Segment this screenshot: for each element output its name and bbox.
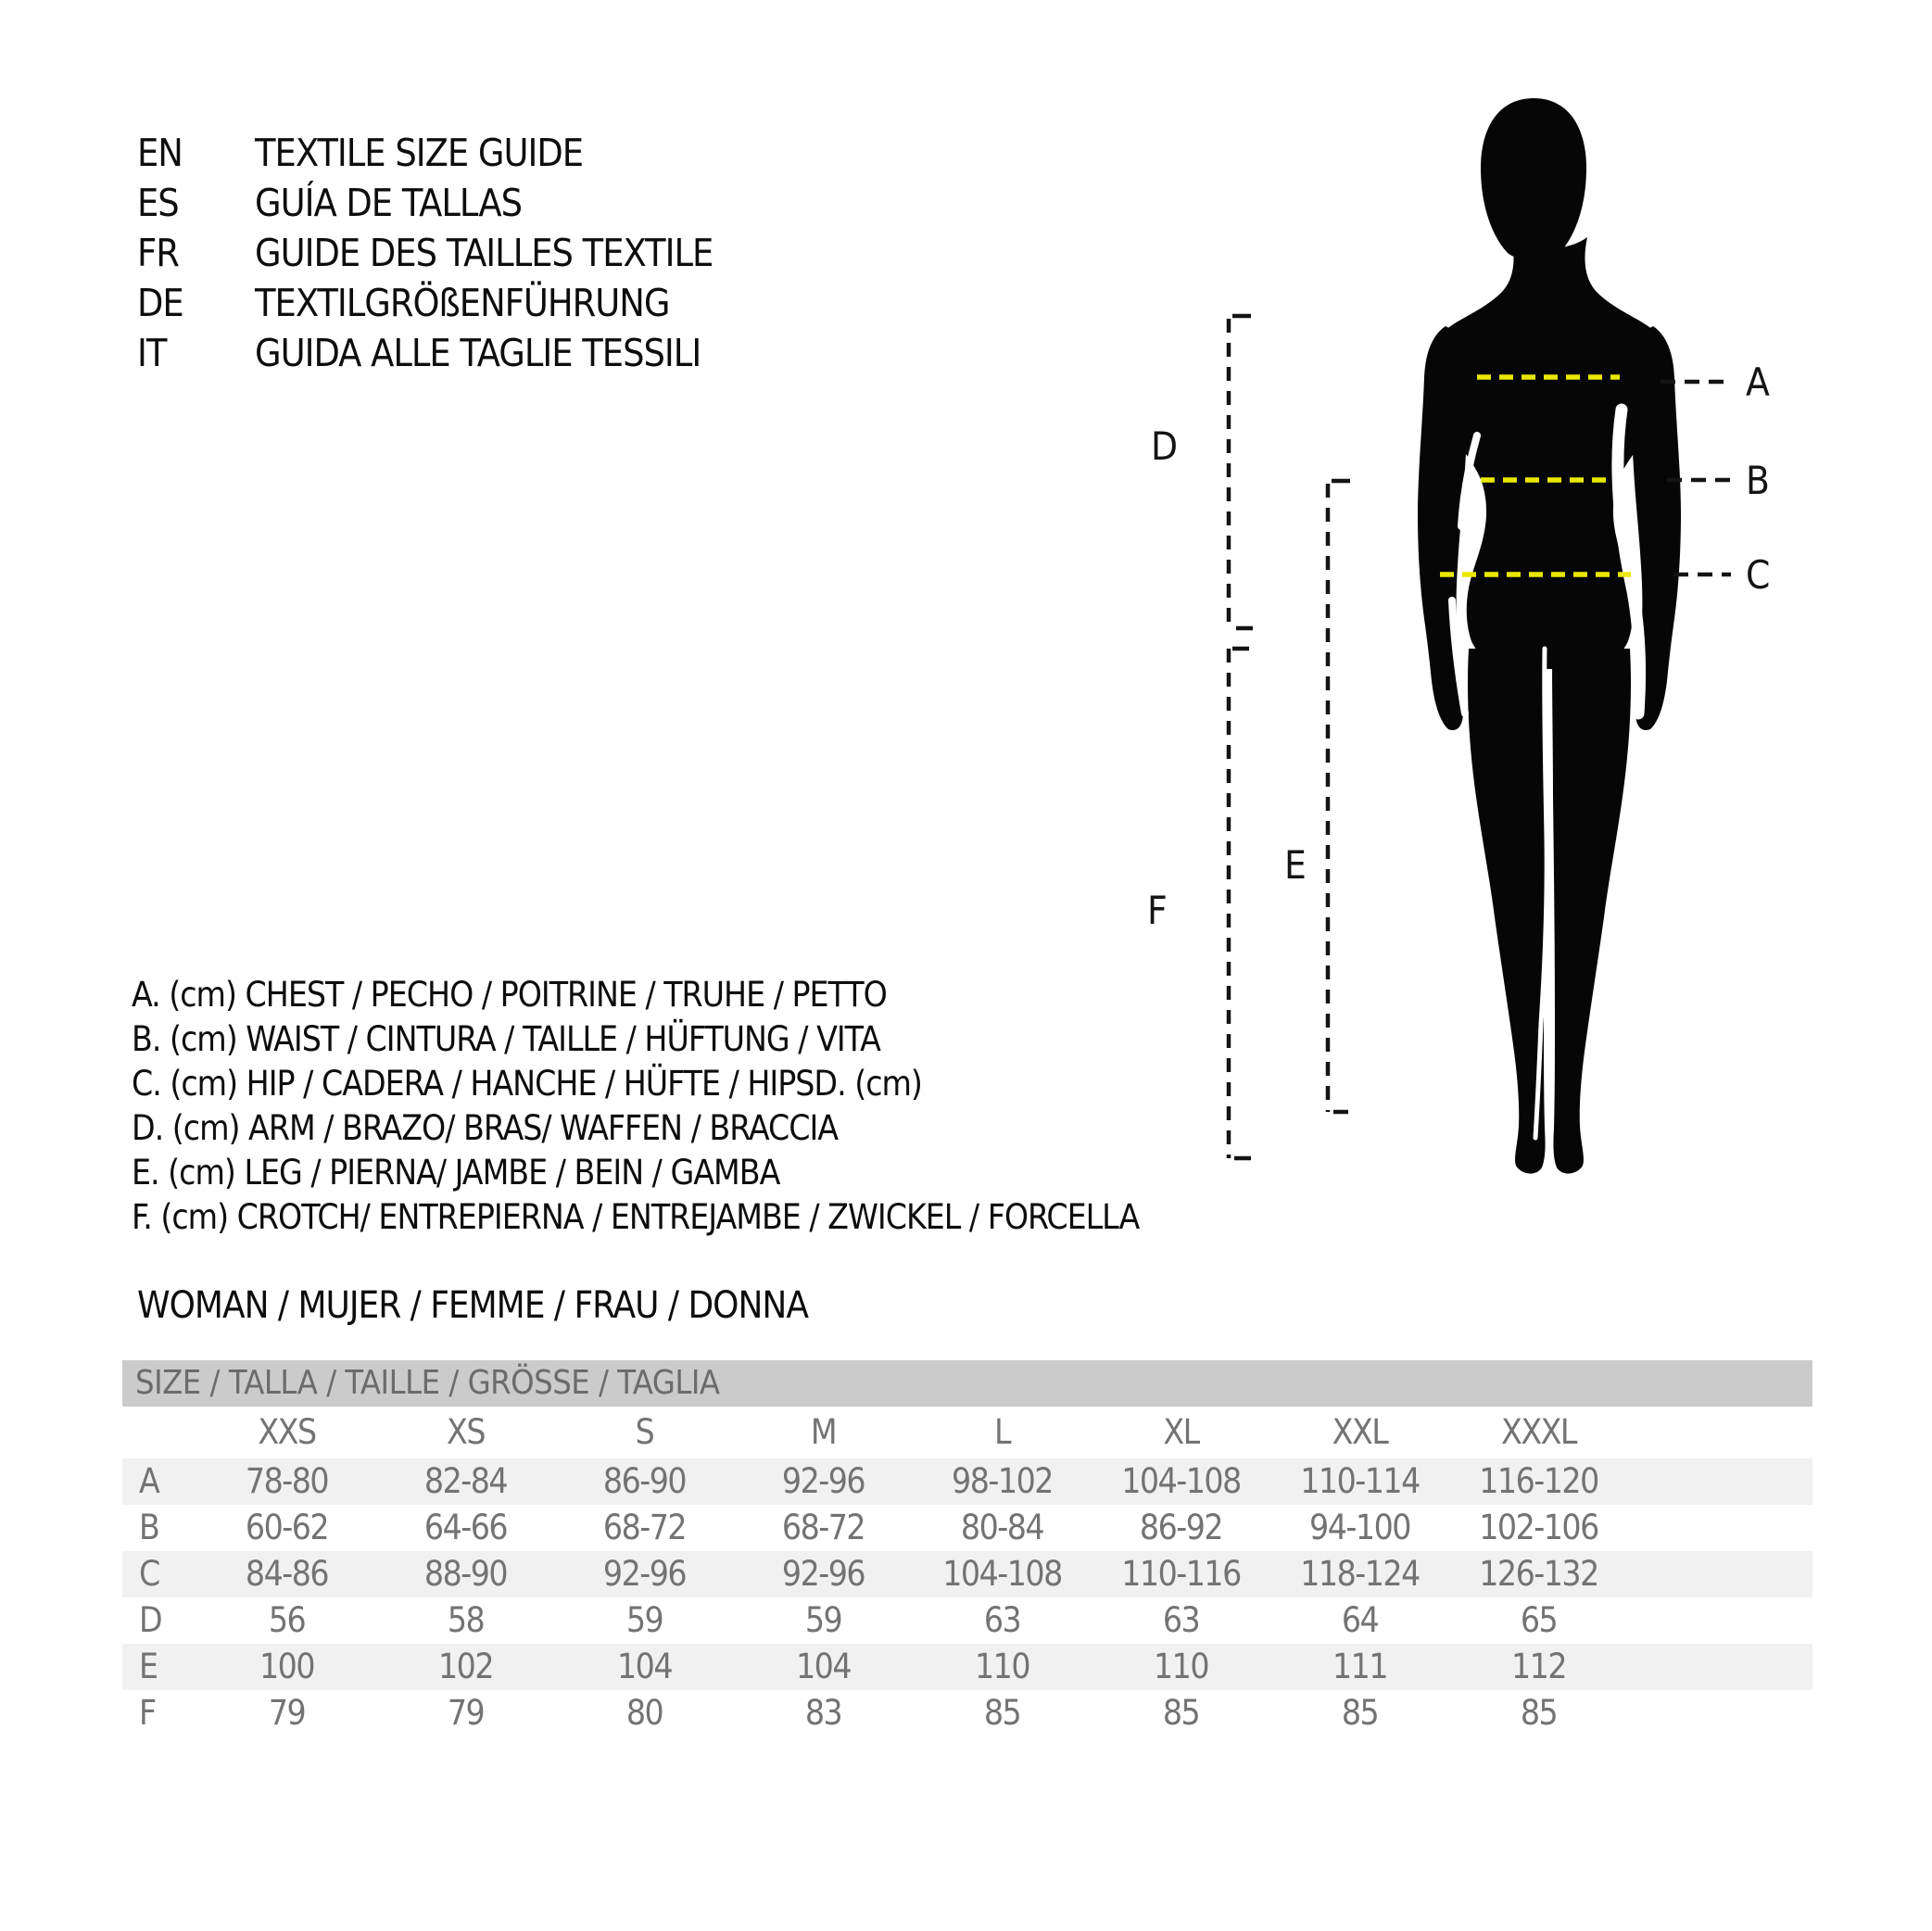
label-crotch-f: F: [1147, 888, 1167, 933]
value-cell: 58: [447, 1600, 485, 1640]
legend-hip: C. (cm) HIP / CADERA / HANCHE / HÜFTE / HIPSD. (cm): [132, 1064, 922, 1104]
value-cell: 85: [1341, 1693, 1379, 1733]
size-col-xxs: XXS: [258, 1412, 316, 1452]
value-cell: 111: [1332, 1647, 1388, 1686]
value-cell: 102: [437, 1647, 494, 1686]
value-cell: 98-102: [952, 1461, 1053, 1501]
filler-cell: [1628, 1597, 1812, 1644]
value-cell: 64-66: [423, 1508, 508, 1547]
value-cell: 82-84: [423, 1461, 508, 1501]
value-cell: 83: [804, 1693, 842, 1733]
value-cell: 78-80: [245, 1461, 329, 1501]
value-cell: 100: [259, 1647, 315, 1686]
lang-code: ES: [137, 181, 179, 225]
label-leg-e: E: [1284, 842, 1306, 888]
filler-cell: [1628, 1644, 1812, 1690]
lang-code: FR: [137, 231, 179, 275]
value-cell: 92-96: [602, 1554, 687, 1594]
value-cell: 126-132: [1479, 1554, 1598, 1594]
label-chest-a: A: [1746, 360, 1769, 405]
row-label: A: [139, 1461, 159, 1501]
label-waist-b: B: [1746, 458, 1769, 503]
value-cell: 85: [1520, 1693, 1558, 1733]
legend-arm: D. (cm) ARM / BRAZO/ BRAS/ WAFFEN / BRACCIA: [132, 1108, 839, 1148]
size-table: [122, 1360, 1812, 1736]
value-cell: 65: [1520, 1600, 1558, 1640]
value-cell: 56: [268, 1600, 306, 1640]
silhouette-right-leg: [1552, 649, 1631, 1174]
size-col-l: L: [993, 1412, 1011, 1452]
legend-leg: E. (cm) LEG / PIERNA/ JAMBE / BEIN / GAMBA: [132, 1153, 780, 1193]
table-row-leg: [122, 1644, 1812, 1690]
lang-title: TEXTILGRÖßENFÜHRUNG: [255, 281, 670, 325]
vertical-measure-lines: [1229, 316, 1350, 1158]
value-cell: 86-92: [1139, 1508, 1223, 1547]
row-label: C: [139, 1554, 159, 1594]
legend-crotch: F. (cm) CROTCH/ ENTREPIERNA / ENTREJAMBE / ZWICKEL / FORCELLA: [132, 1197, 1140, 1237]
value-cell: 59: [804, 1600, 842, 1640]
gender-title: WOMAN / MUJER / FEMME / FRAU / DONNA: [137, 1284, 808, 1327]
value-cell: 104: [795, 1647, 852, 1686]
value-cell: 94-100: [1309, 1508, 1410, 1547]
value-cell: 59: [625, 1600, 663, 1640]
table-row-arm: [122, 1597, 1812, 1644]
lang-title: GUÍA DE TALLAS: [255, 181, 523, 225]
row-label: E: [139, 1647, 158, 1686]
silhouette-head: [1481, 98, 1586, 260]
value-cell: 116-120: [1479, 1461, 1598, 1501]
value-cell: 104: [616, 1647, 673, 1686]
table-row-hip: [122, 1551, 1812, 1597]
row-label: D: [139, 1600, 162, 1640]
value-cell: 86-90: [602, 1461, 687, 1501]
row-label: F: [139, 1693, 156, 1733]
filler-cell: [1628, 1505, 1812, 1551]
size-col-m: M: [810, 1412, 837, 1452]
value-cell: 85: [983, 1693, 1021, 1733]
table-row-waist: [122, 1505, 1812, 1551]
lang-title: GUIDE DES TAILLES TEXTILE: [255, 231, 713, 275]
filler-cell: [1628, 1458, 1812, 1505]
value-cell: 92-96: [781, 1461, 865, 1501]
value-cell: 63: [983, 1600, 1021, 1640]
value-cell: 104-108: [1121, 1461, 1241, 1501]
size-col-xl: XL: [1163, 1412, 1199, 1452]
value-cell: 64: [1341, 1600, 1379, 1640]
row-label: B: [139, 1508, 159, 1547]
silhouette-left-leg: [1468, 649, 1547, 1174]
value-cell: 79: [268, 1693, 306, 1733]
value-cell: 92-96: [781, 1554, 865, 1594]
value-cell: 68-72: [602, 1508, 687, 1547]
value-cell: 80: [625, 1693, 663, 1733]
value-cell: 84-86: [245, 1554, 329, 1594]
label-arm-d: D: [1151, 423, 1178, 469]
value-cell: 68-72: [781, 1508, 865, 1547]
table-row-chest: [122, 1458, 1812, 1505]
filler-cell: [1628, 1407, 1812, 1458]
lang-code: EN: [137, 131, 183, 175]
size-table-header-band: SIZE / TALLA / TAILLE / GRÖSSE / TAGLIA: [122, 1360, 1812, 1407]
value-cell: 85: [1162, 1693, 1200, 1733]
filler-cell: [1628, 1690, 1812, 1736]
value-cell: 80-84: [960, 1508, 1044, 1547]
value-cell: 112: [1510, 1647, 1567, 1686]
lang-title: GUIDA ALLE TAGLIE TESSILI: [255, 331, 701, 375]
size-col-xxl: XXL: [1332, 1412, 1388, 1452]
size-col-xxxl: XXXL: [1501, 1412, 1576, 1452]
lang-code: DE: [137, 281, 183, 325]
value-cell: 79: [447, 1693, 485, 1733]
filler-cell: [1628, 1551, 1812, 1597]
measurement-legend: [132, 973, 1139, 1240]
label-hip-c: C: [1746, 552, 1770, 598]
value-cell: 88-90: [423, 1554, 508, 1594]
corner-cell: [122, 1407, 197, 1458]
lang-code: IT: [137, 331, 167, 375]
lang-title: TEXTILE SIZE GUIDE: [255, 131, 584, 175]
table-row-crotch: [122, 1690, 1812, 1736]
value-cell: 118-124: [1300, 1554, 1420, 1594]
legend-chest: A. (cm) CHEST / PECHO / POITRINE / TRUHE / PETTO: [132, 975, 887, 1015]
value-cell: 110: [1153, 1647, 1209, 1686]
value-cell: 63: [1162, 1600, 1200, 1640]
value-cell: 110-116: [1121, 1554, 1241, 1594]
value-cell: 60-62: [245, 1508, 329, 1547]
value-cell: 104-108: [942, 1554, 1062, 1594]
value-cell: 110-114: [1300, 1461, 1420, 1501]
value-cell: 102-106: [1479, 1508, 1598, 1547]
size-col-s: S: [635, 1412, 654, 1452]
value-cell: 110: [974, 1647, 1030, 1686]
legend-waist: B. (cm) WAIST / CINTURA / TAILLE / HÜFTUNG / VITA: [132, 1019, 880, 1059]
size-header-row: [122, 1407, 1812, 1458]
size-col-xs: XS: [447, 1412, 485, 1452]
